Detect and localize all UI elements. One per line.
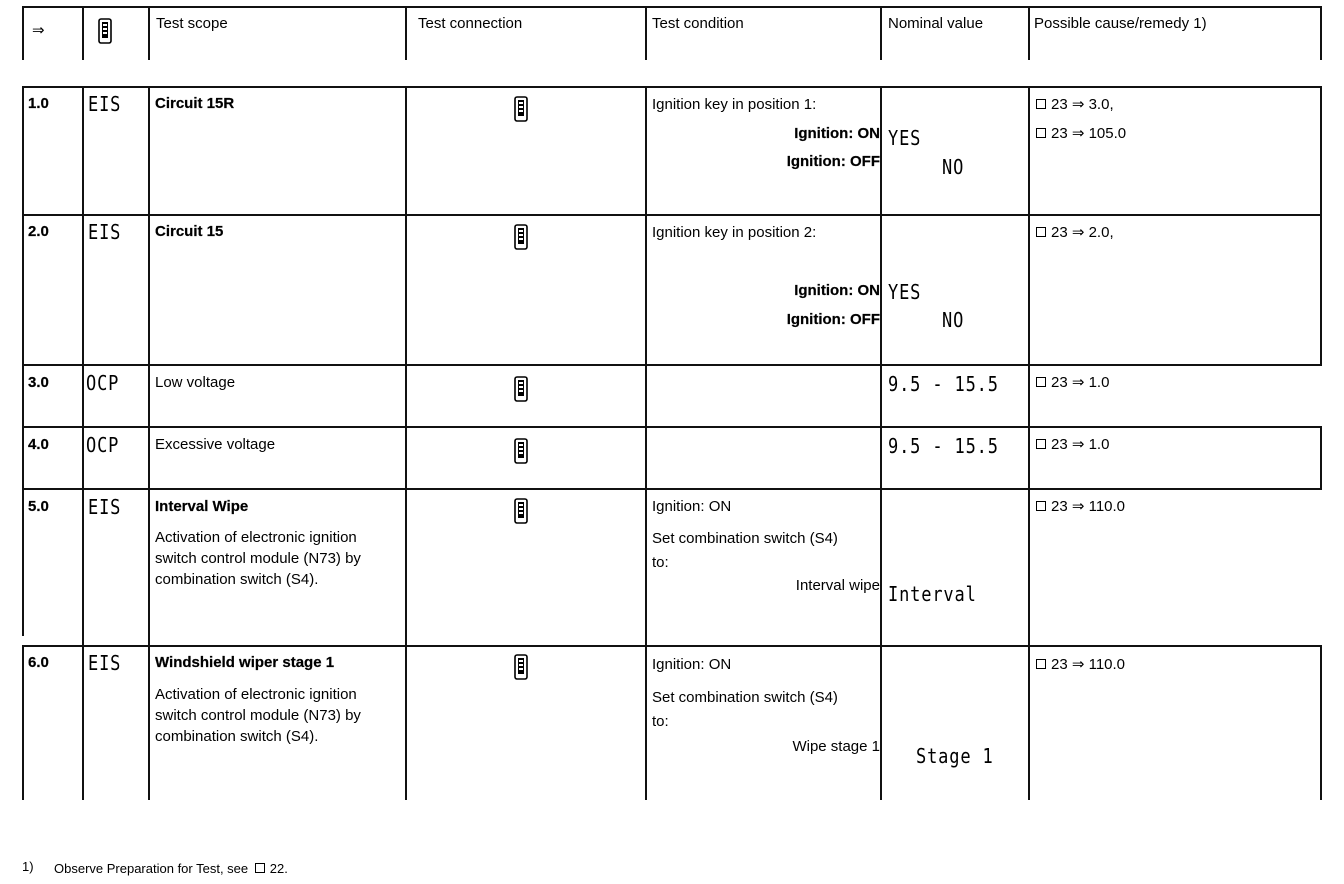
- cause-remedy-text: 23 ⇒ 2.0,: [1051, 224, 1114, 241]
- test-condition-line: Ignition: ON: [652, 656, 732, 673]
- nominal-value: 9.5 - 15.5: [888, 434, 999, 458]
- test-condition-line: Ignition key in position 2:: [652, 224, 817, 241]
- row-border: [22, 488, 1322, 490]
- row-number: 2.0: [28, 223, 49, 240]
- column-border: [1028, 86, 1030, 800]
- cause-remedy-text: 23 ⇒ 1.0: [1051, 374, 1110, 391]
- test-condition-line: Ignition: ON: [794, 282, 880, 299]
- row-border: [22, 86, 1322, 88]
- test-condition-line: Wipe stage 1: [792, 738, 880, 755]
- cause-remedy-text: 23 ⇒ 110.0: [1051, 656, 1126, 673]
- test-scope-title: Circuit 15R: [155, 95, 235, 112]
- nominal-value: Stage 1: [916, 744, 994, 768]
- header-divider: [148, 6, 150, 60]
- header-test-scope: Test scope: [156, 15, 228, 32]
- test-condition-line: Interval wipe: [795, 577, 880, 594]
- test-scope-description: Activation of electronic ignition switch control module (N73) by combination switch (S4).: [155, 529, 361, 588]
- footnote-reference: 22.: [269, 861, 288, 876]
- diagnostic-tester-icon: [514, 654, 528, 680]
- page-reference-box-icon: [255, 863, 265, 873]
- test-condition-line: Ignition: ON: [652, 498, 732, 515]
- module-code: EIS: [88, 651, 122, 675]
- column-border: [880, 86, 882, 800]
- header-possible-cause: Possible cause/remedy 1): [1034, 15, 1207, 32]
- page-reference-box-icon: [1036, 377, 1046, 387]
- header-arrow: ⇒: [32, 22, 45, 39]
- cause-remedy-item: [1036, 125, 1126, 143]
- column-border: [645, 86, 647, 800]
- column-border: [82, 86, 84, 800]
- test-scope-description: Activation of electronic ignition switch control module (N73) by combination switch (S4).: [155, 686, 361, 745]
- column-border: [405, 86, 407, 800]
- module-code: EIS: [88, 92, 122, 116]
- header-top-border: [22, 6, 1322, 8]
- diagnostic-tester-icon: [514, 498, 528, 524]
- header-divider: [405, 6, 407, 60]
- diagnostic-tester-icon: [514, 438, 528, 464]
- row-number: 5.0: [28, 498, 49, 515]
- column-border: [22, 86, 24, 636]
- footnote: [54, 860, 288, 878]
- column-border: [22, 645, 24, 800]
- header-divider: [22, 6, 24, 60]
- nominal-value: Interval: [888, 582, 977, 606]
- column-border: [148, 86, 150, 800]
- cause-remedy-item: [1036, 374, 1109, 392]
- page-reference-box-icon: [1036, 227, 1046, 237]
- page-reference-box-icon: [1036, 99, 1046, 109]
- test-scope-title: Low voltage: [155, 374, 236, 391]
- footnote-text: Observe Preparation for Test, see: [54, 861, 249, 876]
- cause-remedy-item: [1036, 96, 1114, 114]
- row-number: 6.0: [28, 654, 49, 671]
- cause-remedy-text: 23 ⇒ 105.0: [1051, 125, 1127, 142]
- cause-remedy-text: 23 ⇒ 110.0: [1051, 498, 1126, 515]
- module-code: OCP: [86, 371, 120, 395]
- cause-remedy-text: 23 ⇒ 1.0: [1051, 436, 1110, 453]
- row-number: 4.0: [28, 436, 49, 453]
- module-code: EIS: [88, 495, 122, 519]
- test-scope-title: Excessive voltage: [155, 436, 276, 453]
- test-condition-line: Ignition key in position 1:: [652, 96, 817, 113]
- nominal-value: NO: [942, 308, 965, 332]
- test-condition-line: Set combination switch (S4) to:: [652, 689, 838, 730]
- page-reference-box-icon: [1036, 659, 1046, 669]
- test-condition-line: Ignition: OFF: [786, 311, 880, 328]
- diagnostic-tester-icon: [98, 18, 112, 44]
- module-code: OCP: [86, 433, 120, 457]
- cause-remedy-item: [1036, 498, 1125, 516]
- header-divider: [1028, 6, 1030, 60]
- column-border: [1320, 645, 1322, 800]
- header-nominal-value: Nominal value: [888, 15, 984, 32]
- nominal-value: YES: [888, 280, 922, 304]
- header-test-connection: Test connection: [418, 15, 523, 32]
- header-test-condition: Test condition: [652, 15, 744, 32]
- header-divider: [880, 6, 882, 60]
- column-border: [1320, 86, 1322, 364]
- cause-remedy-text: 23 ⇒ 3.0,: [1051, 96, 1114, 113]
- test-scope-title: Windshield wiper stage 1: [155, 654, 335, 671]
- nominal-value: 9.5 - 15.5: [888, 372, 999, 396]
- footnote-marker: 1): [22, 859, 34, 874]
- page-reference-box-icon: [1036, 501, 1046, 511]
- row-border: [22, 364, 1322, 366]
- row-number: 1.0: [28, 95, 49, 112]
- cause-remedy-item: [1036, 224, 1114, 242]
- test-condition-line: Ignition: OFF: [786, 153, 880, 170]
- header-divider: [82, 6, 84, 60]
- test-condition-line: Ignition: ON: [794, 125, 880, 142]
- diagnostic-tester-icon: [514, 96, 528, 122]
- column-border: [1320, 426, 1322, 488]
- page-reference-box-icon: [1036, 439, 1046, 449]
- test-condition-line: Set combination switch (S4) to:: [652, 530, 838, 571]
- row-number: 3.0: [28, 374, 49, 391]
- diagnostic-tester-icon: [514, 224, 528, 250]
- header-divider: [1320, 6, 1322, 60]
- nominal-value: NO: [942, 155, 965, 179]
- nominal-value: YES: [888, 126, 922, 150]
- cause-remedy-item: [1036, 436, 1109, 454]
- test-scope-title: Circuit 15: [155, 223, 224, 240]
- header-divider: [645, 6, 647, 60]
- page-reference-box-icon: [1036, 128, 1046, 138]
- cause-remedy-item: [1036, 656, 1125, 674]
- row-border: [22, 645, 1322, 647]
- module-code: EIS: [88, 220, 122, 244]
- test-scope-title: Interval Wipe: [155, 498, 249, 515]
- diagnostic-tester-icon: [514, 376, 528, 402]
- row-border: [22, 426, 1322, 428]
- row-border: [22, 214, 1322, 216]
